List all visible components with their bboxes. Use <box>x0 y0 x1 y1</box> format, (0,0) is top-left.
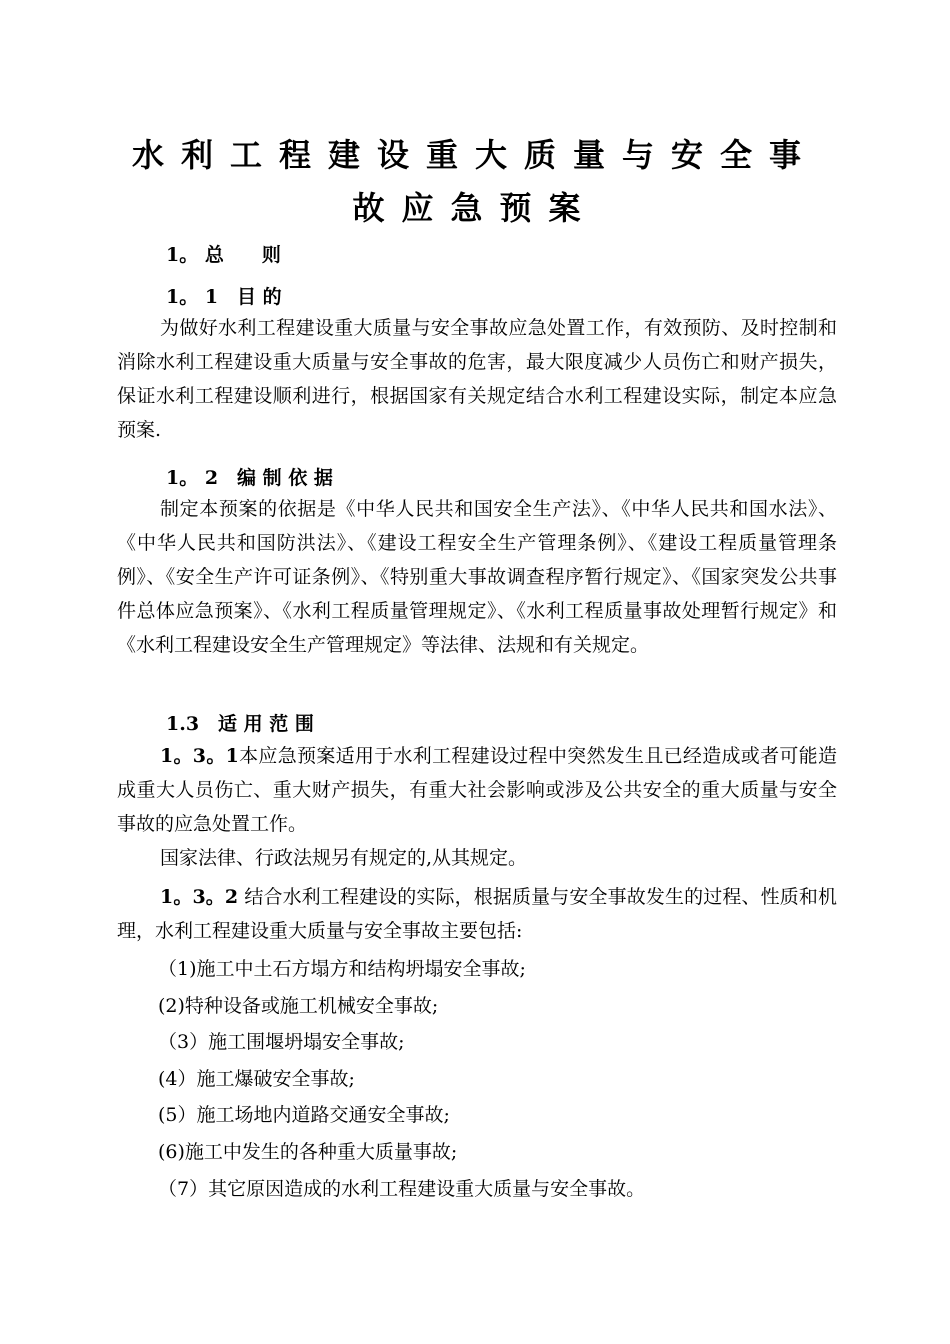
paragraph-1-2: 制定本预案的依据是《中华人民共和国安全生产法》、《中华人民共和国水法》、《中华人民共和国防洪法》、《建设工程安全生产管理条例》、《建设工程质量管理条例》、《安全生产许可证条例》、《特别重大事故调查程序暂行规定》、《国家突发公共事件总体应急预案》、《水利工程质量管理规定》、《水利工程质量事故处理暂行规定》和《水利工程建设安全生产管理规定》等法律、法规和有关规定。 <box>117 498 837 656</box>
paragraph-1-3-2 <box>117 880 837 948</box>
list-item-2: (2)特种设备或施工机械安全事故; <box>158 995 439 1017</box>
section-heading-1-2: 1。 2 编 制 依 据 <box>166 467 333 489</box>
section-heading-1-1: 1。 1 目 的 <box>166 286 282 308</box>
clause-number-1-3-2: 1。3。2 <box>160 886 239 908</box>
list-item-1: （1)施工中土石方塌方和结构坍塌安全事故; <box>158 958 526 980</box>
clause-number-1-3-1: 1。3。1 <box>160 745 239 767</box>
list-item-3: （3）施工围堰坍塌安全事故; <box>158 1031 405 1053</box>
document-title-line-2: 故应急预案 <box>352 189 598 227</box>
section-heading-1: 1。 总 则 <box>166 244 281 266</box>
paragraph-1-3-1 <box>117 739 837 841</box>
paragraph-national-law: 国家法律、行政法规另有规定的,从其规定。 <box>160 847 528 869</box>
list-item-5: (5）施工场地内道路交通安全事故; <box>158 1104 450 1126</box>
list-item-4: (4）施工爆破安全事故; <box>158 1068 355 1090</box>
list-item-7: （7）其它原因造成的水利工程建设重大质量与安全事故。 <box>158 1178 646 1200</box>
list-item-6: (6)施工中发生的各种重大质量事故; <box>158 1141 458 1163</box>
clause-text-1-3-2: 结合水利工程建设的实际，根据质量与安全事故发生的过程、性质和机理，水利工程建设重大质量与安全事故主要包括: <box>117 886 837 942</box>
section-heading-1-3: 1.3 适 用 范 围 <box>166 713 314 735</box>
clause-text-1-3-1: 本应急预案适用于水利工程建设过程中突然发生且已经造成或者可能造成重大人员伤亡、重大财产损失，有重大社会影响或涉及公共安全的重大质量与安全事故的应急处置工作。 <box>117 745 837 835</box>
paragraph-1-1: 为做好水利工程建设重大质量与安全事故应急处置工作，有效预防、及时控制和消除水利工程建设重大质量与安全事故的危害，最大限度减少人员伤亡和财产损失，保证水利工程建设顺利进行，根据国家有关规定结合水利工程建设实际，制定本应急预案. <box>117 317 837 441</box>
document-title-line-1: 水利工程建设重大质量与安全事 <box>131 136 818 174</box>
